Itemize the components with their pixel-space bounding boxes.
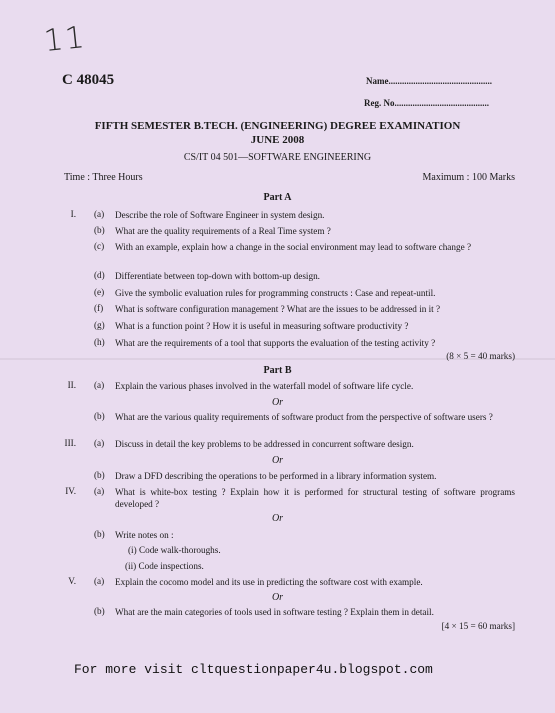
question-text: What is white-box testing ? Explain how it is performed for structural testing of software programs developed ?: [115, 487, 515, 509]
note-item: (ii) Code inspections.: [125, 561, 204, 571]
item-label: (b): [94, 470, 105, 480]
name-field: Name..............................................: [366, 76, 492, 86]
part-b-heading: Part B: [263, 365, 292, 376]
item-label: (f): [94, 303, 104, 313]
question-text: What are the various quality requirements of software product from the perspective of software users ?: [115, 412, 493, 422]
item-label: (b): [94, 606, 105, 616]
exam-title: FIFTH SEMESTER B.TECH. (ENGINEERING) DEGREE EXAMINATION: [94, 120, 461, 132]
paper-code: C 48045: [62, 72, 115, 88]
item-label: (b): [94, 225, 105, 235]
question-text: Explain the cocomo model and its use in predicting the software cost with example.: [115, 577, 423, 587]
question-text: Explain the various phases involved in the waterfall model of software life cycle.: [115, 381, 414, 391]
or-separator: Or: [271, 592, 284, 603]
question-text: What are the quality requirements of a Real Time system ?: [115, 226, 331, 236]
item-label: (g): [94, 320, 105, 330]
question-number: I.: [70, 209, 76, 219]
question-text: Differentiate between top-down with bottom-up design.: [115, 271, 320, 281]
question-number: III.: [64, 438, 76, 448]
or-separator: Or: [271, 397, 284, 408]
question-text: Draw a DFD describing the operations to be performed in a library information system.: [115, 471, 437, 481]
part-b-marks: [4 × 15 = 60 marks]: [441, 621, 515, 631]
item-label: (h): [94, 337, 105, 347]
question-text: What are the requirements of a tool that supports the evaluation of the testing activity ?: [115, 338, 436, 348]
item-label: (b): [94, 411, 105, 421]
question-text: Write notes on :: [115, 530, 174, 540]
or-separator: Or: [271, 455, 284, 466]
item-label: (c): [94, 241, 105, 251]
subject-title: CS/IT 04 501—SOFTWARE ENGINEERING: [183, 152, 372, 163]
item-label: (e): [94, 287, 105, 297]
exam-date: JUNE 2008: [250, 134, 305, 146]
question-number: V.: [68, 576, 76, 586]
part-a-marks: (8 × 5 = 40 marks): [446, 351, 515, 361]
question-text: Discuss in detail the key problems to be addressed in concurrent software design.: [115, 439, 414, 449]
part-a-heading: Part A: [263, 192, 292, 203]
question-number: II.: [67, 380, 76, 390]
item-label: (d): [94, 270, 105, 280]
maximum-marks: Maximum : 100 Marks: [422, 172, 515, 183]
question-text: What are the main categories of tools used in software testing ? Explain them in detail.: [115, 607, 434, 617]
note-item: (i) Code walk-thoroughs.: [128, 545, 221, 555]
question-text: Give the symbolic evaluation rules for programming constructs : Case and repeat-until.: [115, 288, 436, 298]
question-text: With an example, explain how a change in the social environment may lead to software change ?: [115, 242, 472, 252]
item-label: (a): [94, 438, 105, 448]
item-label: (a): [94, 486, 105, 496]
or-separator: Or: [271, 513, 284, 524]
item-label: (a): [94, 380, 105, 390]
item-label: (a): [94, 576, 105, 586]
item-label: (a): [94, 209, 105, 219]
item-label: (b): [94, 529, 105, 539]
time-allowed: Time : Three Hours: [64, 172, 143, 183]
question-text: Describe the role of Software Engineer in system design.: [115, 210, 325, 220]
footer-watermark: For more visit cltquestionpaper4u.blogspot.com: [74, 662, 433, 677]
question-text: What is a function point ? How it is useful in measuring software productivity ?: [115, 321, 409, 331]
question-text: What is software configuration management ? What are the issues to be addressed in it ?: [115, 304, 441, 314]
handwritten-mark: 11: [42, 19, 88, 60]
question-number: IV.: [65, 486, 76, 496]
reg-no-field: Reg. No..........................................: [364, 98, 489, 108]
